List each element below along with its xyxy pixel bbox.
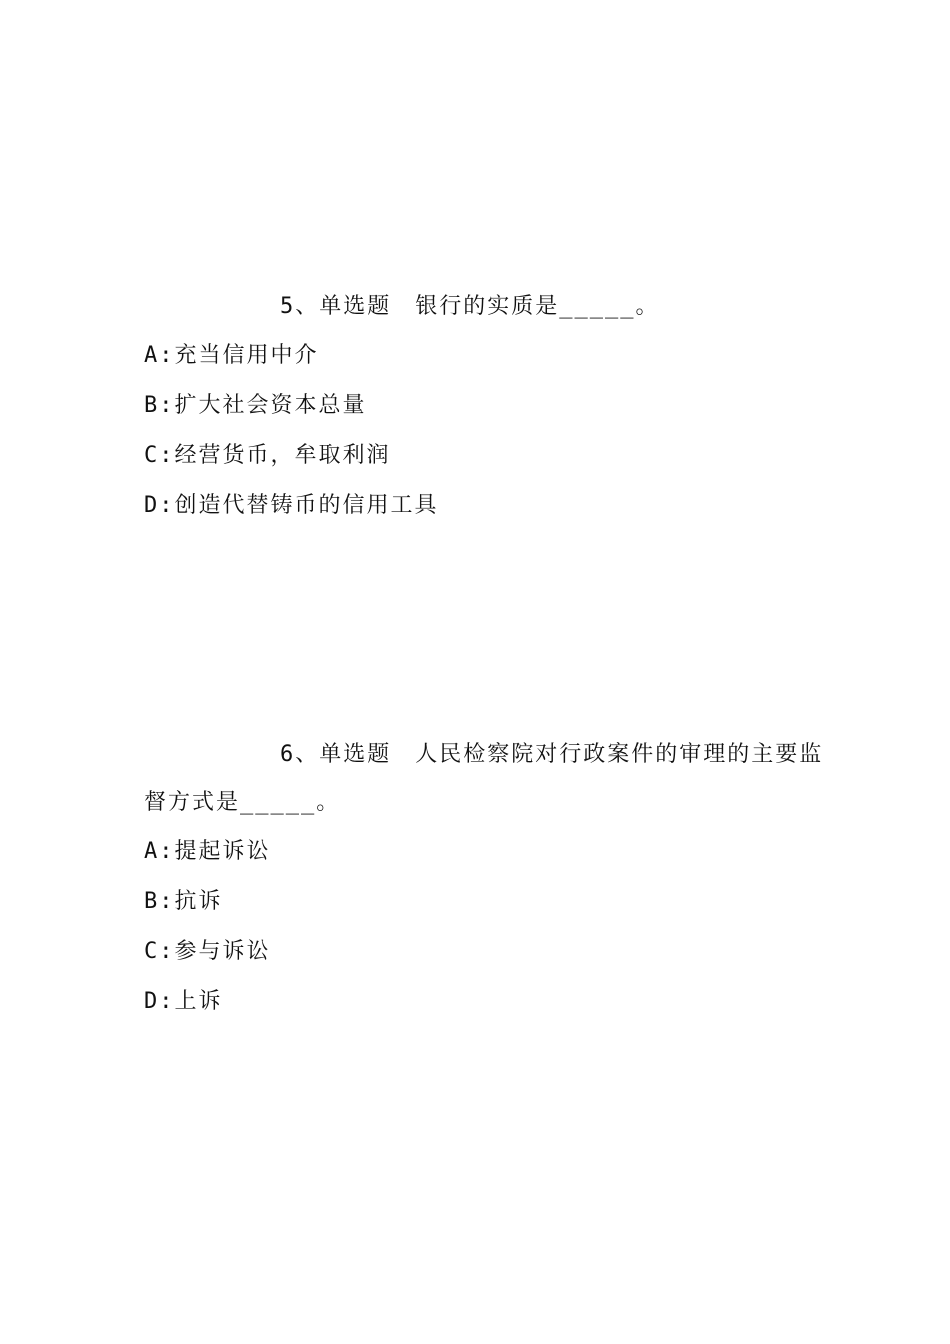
option-key: B: [144,393,175,418]
question-text: 银行的实质是_____。 [415,294,660,319]
question-number: 5、 [280,294,320,319]
question-6 [144,731,824,1027]
option-text: 经营货币，牟取利润 [174,443,391,468]
option-text: 提起诉讼 [174,839,271,864]
option-key: B: [144,889,175,914]
option-c [144,431,824,481]
question-5 [144,283,824,531]
option-b [144,381,824,431]
option-key: D: [144,493,175,518]
option-list [144,331,824,531]
question-number: 6、 [280,742,320,767]
option-key: D: [144,989,175,1014]
question-text: 人民检察院对行政案件的审理的主要监督方式是_____。 [144,742,824,815]
option-key: C: [144,443,175,468]
question-stem [144,283,824,331]
option-key: A: [144,839,175,864]
option-text: 创造代替铸币的信用工具 [174,493,439,518]
option-text: 扩大社会资本总量 [174,393,367,418]
option-d [144,481,824,531]
option-text: 充当信用中介 [174,343,319,368]
question-stem [144,731,824,827]
option-key: C: [144,939,175,964]
option-list [144,827,824,1027]
option-text: 参与诉讼 [174,939,271,964]
option-b [144,877,824,927]
option-d [144,977,824,1027]
option-text: 上诉 [174,989,223,1014]
option-c [144,927,824,977]
question-type: 单选题 [319,742,392,767]
option-a [144,331,824,381]
option-key: A: [144,343,175,368]
option-a [144,827,824,877]
question-type: 单选题 [319,294,392,319]
option-text: 抗诉 [174,889,223,914]
